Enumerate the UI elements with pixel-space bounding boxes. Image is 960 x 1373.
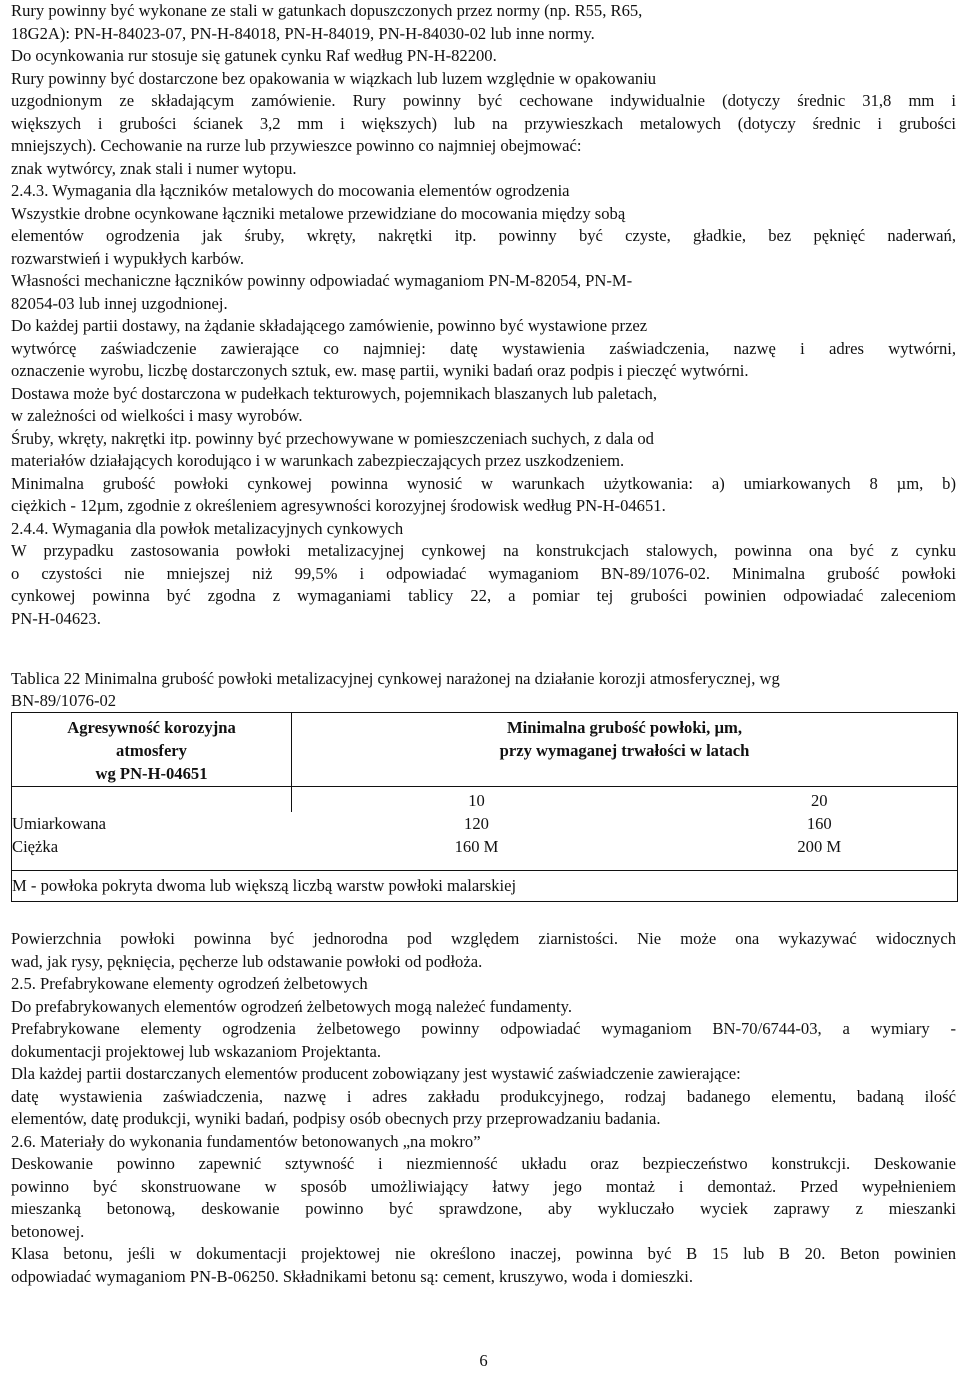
text-line: w zależności od wielkości i masy wyrobów. — [11, 406, 303, 425]
text-line: Rury powinny być wykonane ze stali w gatunkach dopuszczonych przez normy (np. R55, R65, — [11, 1, 643, 20]
text-line: oznaczenie wyrobu, liczbę dostarczonych sztuk, ew. masę partii, wyniki badań oraz podpis i pieczęć wytwórni. — [11, 361, 749, 380]
text-line: Rury powinny być dostarczone bez opakowania w wiązkach lub luzem względnie w opakowaniu — [11, 68, 657, 88]
text-line: materiałów działających korodująco i w warunkach zabezpieczających przez uszkodzeniem. — [11, 451, 625, 470]
text-line: wad, jak rysy, pęknięcia, pęcherze lub odstawanie powłoki od podłoża. — [11, 951, 483, 971]
text-line: Deskowanie powinno zapewnić sztywność i niezmienność układu oraz bezpieczeństwo konstrukcji. Deskowanie — [11, 1154, 956, 1173]
text-line: Do prefabrykowanych elementów ogrodzeń żelbetowych mogą należeć fundamenty. — [11, 996, 573, 1016]
text-line: znak wytwórcy, znak stali i numer wytopu. — [11, 158, 297, 178]
table-cell-umiarkowana-10: 120 — [464, 814, 489, 833]
text-line: 82054-03 lub innej uzgodnionej. — [11, 293, 228, 313]
text-line: uzgodnionym ze składającym zamówienie. Rury powinny być cechowane indywidualnie (dotyczy średnic 31,8 mm i — [11, 91, 956, 110]
text-line: Wszystkie drobne ocynkowane łączniki metalowe przewidziane do mocowania między sobą — [11, 203, 626, 223]
text-line: cynkowej powinna być zgodna z wymaganiami tablicy 22, a pomiar tej grubości powinien odpowiadać zaleceniom — [11, 586, 956, 605]
text-line: wytwórcę zaświadczenie zawierające co najmniej: datę wystawienia zaświadczenia, nazwę i adres wytwórni, — [11, 338, 956, 358]
text-line: 18G2A): PN-H-84023-07, PN-H-84018, PN-H-84019, PN-H-84030-02 lub inne normy. — [11, 23, 595, 43]
text-line: 2.4.3. Wymagania dla łączników metalowych do mocowania elementów ogrodzenia — [11, 181, 570, 200]
text-line: 2.5. Prefabrykowane elementy ogrodzeń żelbetowych — [11, 974, 368, 993]
text-line: Śruby, wkręty, nakrętki itp. powinny być przechowywane w pomieszczeniach suchych, z dala od — [11, 428, 654, 448]
text-line: W przypadku zastosowania powłoki metalizacyjnej cynkowej na konstrukcjach stalowych, powinna ona być z cynku — [11, 541, 956, 560]
table-years-spacer — [12, 787, 292, 813]
text-line: Dla każdej partii dostarczanych elementów producent zobowiązany jest wystawić zaświadczenie zawierające: — [11, 1064, 741, 1083]
coating-thickness-table — [11, 712, 958, 902]
text-line: PN-H-04623. — [11, 608, 101, 628]
header-right-line-2: przy wymaganej trwałości w latach — [499, 741, 750, 760]
text-line: odpowiadać wymaganiom PN-B-06250. Składnikami betonu są: cement, kruszywo, woda i domieszki. — [11, 1266, 694, 1286]
year-20-cell: 20 — [622, 787, 958, 813]
text-line: elementów, datę produkcji, wyniki badań, podpisy osób obecnych przy przeprowadzaniu badania. — [11, 1109, 661, 1128]
header-left-line-2: atmosfery — [116, 741, 187, 760]
header-left-line-1: Agresywność korozyjna — [67, 718, 236, 737]
text-line: Dostawa może być dostarczona w pudełkach tekturowych, pojemnikach blaszanych lub paletach, — [11, 383, 657, 403]
table-header-aggressiveness — [12, 713, 292, 787]
page-number: 6 — [479, 1351, 488, 1370]
text-line: Klasa betonu, jeśli w dokumentacji projektowej nie określono inaczej, powinna być B 15 lub B 20. Beton powinien — [11, 1244, 956, 1263]
text-line: o czystości nie mniejszej niż 99,5% i odpowiadać wymaganiom BN-89/1076-02. Minimalna grubość powłoki — [11, 563, 956, 583]
year-10-cell: 10 — [332, 787, 622, 813]
table-caption-line-1: Tablica 22 Minimalna grubość powłoki metalizacyjnej cynkowej narażonej na działanie korozji atmosferycznej, wg — [11, 669, 780, 688]
table-header-thickness — [292, 713, 958, 787]
text-line: większych i grubości ścianek 3,2 mm i większych) lub na przywieszkach metalowych (dotyczy średnic i grubości — [11, 113, 956, 133]
table-row-label: Umiarkowana — [12, 812, 292, 835]
text-line: Własności mechaniczne łączników powinny odpowiadać wymaganiom PN-M-82054, PN-M- — [11, 271, 633, 290]
text-line: datę wystawienia zaświadczenia, nazwę i adres zakładu produkcyjnego, rodzaj badanego elementu, badaną ilość — [11, 1086, 956, 1106]
text-line: elementów ogrodzenia jak śruby, wkręty, nakrętki itp. powinny być czyste, gładkie, bez pęknięć naderwań, — [11, 226, 956, 245]
table-cell-ciezka-20: 200 M — [622, 835, 958, 871]
text-line: Prefabrykowane elementy ogrodzenia żelbetowego powinny odpowiadać wymaganiom BN-70/6744-03, a wymiary - — [11, 1019, 956, 1038]
header-right-line-1: Minimalna grubość powłoki, µm, — [507, 718, 742, 737]
text-line: Minimalna grubość powłoki cynkowej powinna wynosić w warunkach użytkowania: a) umiarkowanych 8 µm, b) — [11, 473, 956, 493]
text-line: rozwarstwień i wypukłych karbów. — [11, 248, 245, 268]
text-line: powinno być skonstruowane w sposób umożliwiający łatwy jego montaż i demontaż. Przed wypełnieniem — [11, 1176, 956, 1196]
table-caption-line-2: BN-89/1076-02 — [11, 691, 117, 710]
table-cell-umiarkowana-20: 160 — [622, 812, 958, 835]
text-line: Powierzchnia powłoki powinna być jednorodna pod względem ziarnistości. Nie może ona wykazywać widocznych — [11, 929, 956, 948]
text-line: ciężkich - 12µm, zgodnie z określeniem agresywności korozyjnej środowisk według PN-H-04651. — [11, 496, 666, 515]
header-left-line-3: wg PN-H-04651 — [95, 764, 208, 783]
text-line: mniejszych). Cechowanie na rurze lub przywieszce powinno co najmniej obejmować: — [11, 136, 582, 155]
table-row-label: Ciężka — [12, 835, 292, 871]
text-line: betonowej. — [11, 1221, 85, 1241]
text-line: Do każdej partii dostawy, na żądanie składającego zamówienie, powinno być wystawione przez — [11, 316, 648, 335]
text-line: mieszanką betonową, deskowanie powinno być sprawdzone, aby wykluczało wyciek zaprawy z mieszanki — [11, 1199, 956, 1218]
text-line: Do ocynkowania rur stosuje się gatunek cynku Raf według PN-H-82200. — [11, 46, 497, 65]
text-line: 2.4.4. Wymagania dla powłok metalizacyjnych cynkowych — [11, 518, 404, 538]
text-line: dokumentacji projektowej lub wskazaniom Projektanta. — [11, 1041, 382, 1061]
table-cell-ciezka-10: 160 M — [454, 837, 499, 856]
table-footnote: M - powłoka pokryta dwoma lub większą liczbą warstw powłoki malarskiej — [12, 871, 958, 902]
text-line: 2.6. Materiały do wykonania fundamentów betonowanych „na mokro” — [11, 1131, 481, 1151]
